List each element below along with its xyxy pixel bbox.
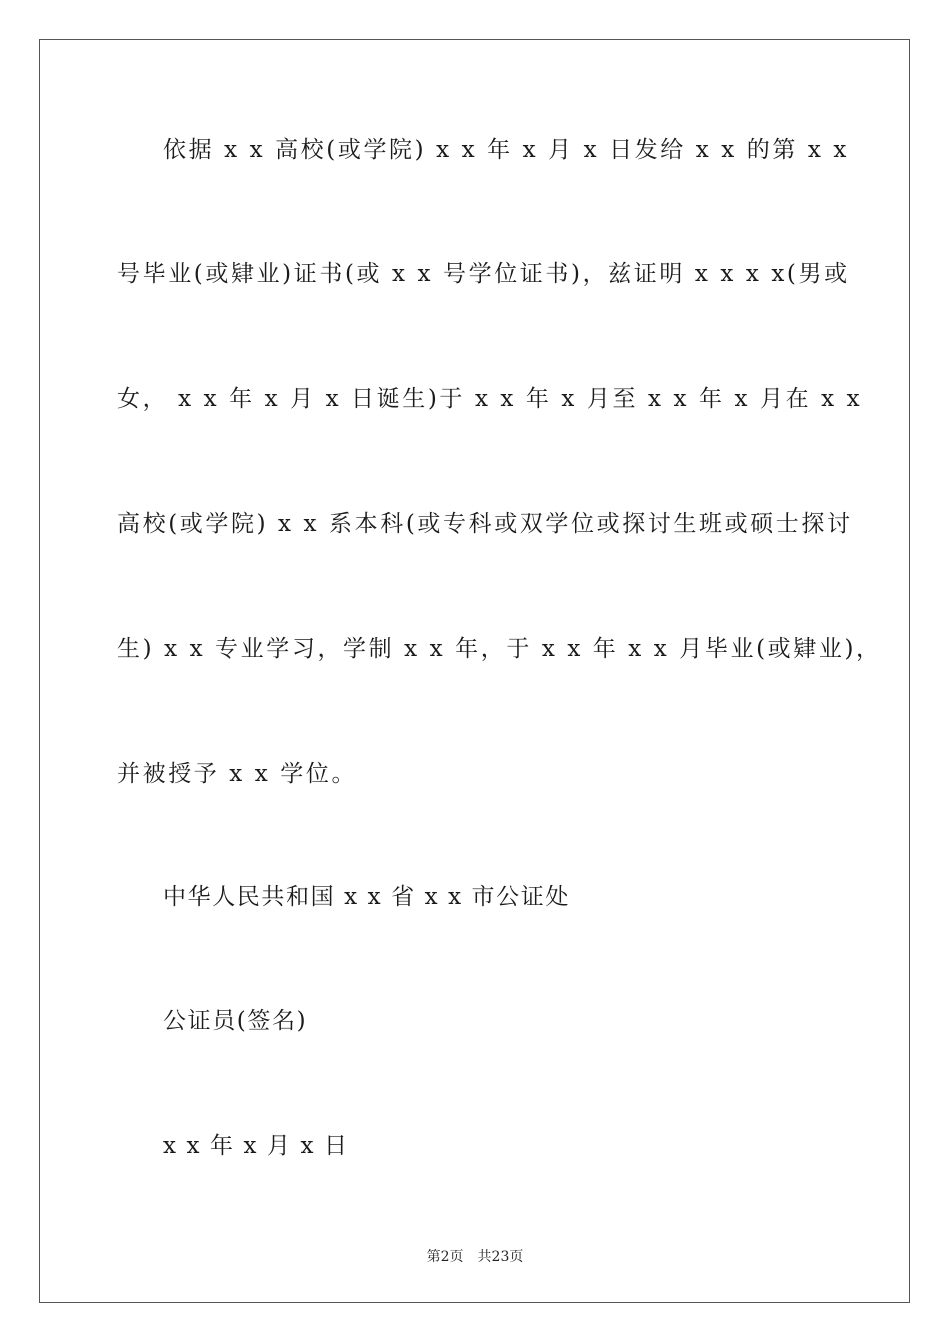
body-line-3: 女， x x 年 x 月 x 日诞生)于 x x 年 x 月至 x x 年 x 月在 x x <box>117 386 863 412</box>
body-line-2: 号毕业(或肄业)证书(或 x x 号学位证书)，兹证明 x x x x(男或 <box>117 261 850 287</box>
notary-signature-line: 公证员(签名) <box>163 1008 308 1034</box>
issuer-line: 中华人民共和国 x x 省 x x 市公证处 <box>163 884 570 910</box>
body-line-1: 依据 x x 高校(或学院) x x 年 x 月 x 日发给 x x 的第 x x <box>163 137 849 163</box>
total-pages-label: 共23页 <box>477 1249 524 1265</box>
body-line-6: 并被授予 x x 学位。 <box>117 761 358 787</box>
page-frame <box>39 39 910 1303</box>
page-footer <box>0 1248 950 1266</box>
body-line-4: 高校(或学院) x x 系本科(或专科或双学位或探讨生班或硕士探讨 <box>117 511 853 537</box>
current-page-label: 第2页 <box>426 1249 464 1265</box>
body-line-5: 生) x x 专业学习，学制 x x 年，于 x x 年 x x 月毕业(或肄业)， <box>117 636 882 662</box>
date-line: x x 年 x 月 x 日 <box>163 1133 349 1159</box>
